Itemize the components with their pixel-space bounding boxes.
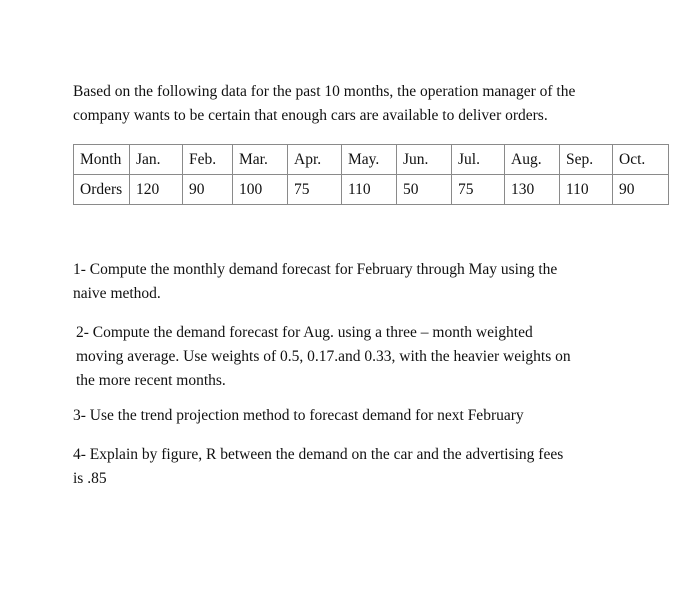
table-cell: 90 — [613, 175, 669, 205]
table-cell: 110 — [342, 175, 397, 205]
question-line: 1- Compute the monthly demand forecast for February through May using the — [73, 261, 558, 278]
table-header-cell: Month — [74, 145, 130, 175]
table-header-cell: Aug. — [505, 145, 560, 175]
table-header-cell: Jun. — [397, 145, 452, 175]
table-row-orders — [74, 175, 669, 205]
question-4 — [73, 443, 633, 491]
table-cell: Orders — [74, 175, 130, 205]
table-cell: 90 — [183, 175, 233, 205]
question-line: 4- Explain by figure, R between the demand on the car and the advertising fees — [73, 446, 564, 463]
table-header-cell: Jan. — [130, 145, 183, 175]
intro-paragraph — [73, 80, 653, 128]
intro-line: company wants to be certain that enough cars are available to deliver orders. — [73, 107, 548, 124]
table-cell: 110 — [560, 175, 613, 205]
table-row-month — [74, 145, 669, 175]
table-header-cell: May. — [342, 145, 397, 175]
question-line: is .85 — [73, 470, 107, 487]
table-cell: 75 — [452, 175, 505, 205]
table-header-cell: Apr. — [288, 145, 342, 175]
question-line: 3- Use the trend projection method to forecast demand for next February — [73, 407, 524, 424]
question-line: the more recent months. — [76, 372, 226, 389]
intro-line: Based on the following data for the past 10 months, the operation manager of the — [73, 83, 576, 100]
orders-table — [73, 144, 669, 205]
table-header-cell: Oct. — [613, 145, 669, 175]
table-cell: 100 — [233, 175, 288, 205]
table-cell: 120 — [130, 175, 183, 205]
table-header-cell: Feb. — [183, 145, 233, 175]
table-header-cell: Mar. — [233, 145, 288, 175]
table-cell: 130 — [505, 175, 560, 205]
question-1 — [73, 258, 633, 306]
table-header-cell: Sep. — [560, 145, 613, 175]
table-cell: 75 — [288, 175, 342, 205]
table-header-cell: Jul. — [452, 145, 505, 175]
question-2 — [76, 321, 636, 393]
question-3 — [73, 404, 633, 428]
table-cell: 50 — [397, 175, 452, 205]
question-line: 2- Compute the demand forecast for Aug. using a three – month weighted — [76, 324, 533, 341]
question-line: moving average. Use weights of 0.5, 0.17.and 0.33, with the heavier weights on — [76, 348, 571, 365]
question-line: naive method. — [73, 285, 161, 302]
